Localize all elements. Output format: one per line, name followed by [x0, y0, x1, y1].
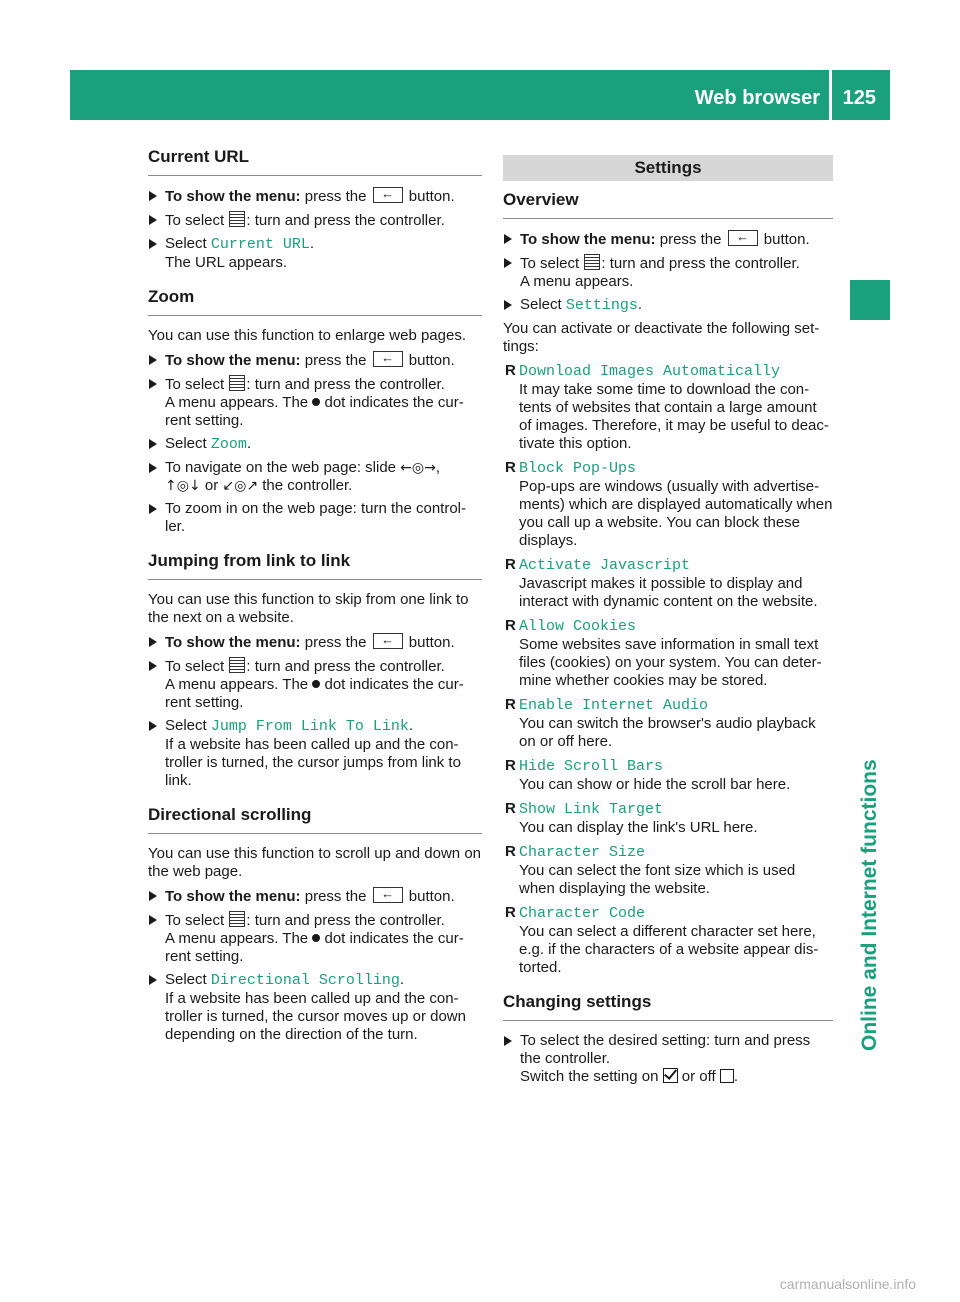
intro-text: You can use this function to scroll up and down on the web page.	[148, 845, 482, 880]
step	[148, 887, 482, 906]
step-text: button.	[408, 888, 455, 905]
heading-directional: Directional scrolling	[148, 806, 482, 834]
step-text: A menu appears.	[520, 273, 634, 290]
setting-name: Show Link Target	[519, 801, 664, 818]
step	[148, 911, 482, 966]
step-text: button.	[408, 634, 455, 651]
heading-zoom: Zoom	[148, 288, 482, 316]
step-text: dot indicates the cur-rent setting.	[165, 394, 464, 429]
setting-description: You can select the font size which is used when displaying the website.	[519, 862, 796, 897]
step-text: Switch the setting on	[520, 1068, 659, 1085]
step	[148, 211, 482, 230]
step-text: To navigate on the web page: slide	[165, 459, 396, 476]
setting-description: Javascript makes it possible to display and interact with dynamic content on the website.	[519, 575, 818, 610]
step	[148, 435, 482, 454]
step-result: If a website has been called up and the con-troller is turned, the cursor moves up or down depending on the direction of the turn.	[165, 990, 466, 1043]
menu-item-code: Settings	[565, 297, 638, 314]
step-text: or	[204, 477, 219, 494]
step-text: ,	[435, 459, 441, 476]
back-button-icon	[373, 187, 403, 203]
setting-description: You can show or hide the scroll bar here.	[519, 776, 791, 793]
back-button-icon	[373, 351, 403, 367]
checkbox-checked-icon	[663, 1068, 678, 1083]
setting-item	[503, 696, 833, 751]
menu-item-code: Jump From Link To Link	[210, 718, 409, 735]
bullet-mark: R	[505, 800, 516, 817]
settings-band: Settings	[503, 155, 833, 181]
bullet-mark: R	[505, 362, 516, 379]
bullet-mark: R	[505, 459, 516, 476]
setting-name: Hide Scroll Bars	[519, 758, 664, 775]
step-text: .	[408, 717, 414, 734]
step-text: A menu appears. The	[165, 394, 309, 411]
menu-item-code: Zoom	[210, 436, 247, 453]
step	[503, 296, 833, 315]
step-text: button.	[763, 231, 810, 248]
dot-icon	[312, 398, 320, 406]
step-text: A menu appears. The	[165, 930, 309, 947]
step-text: dot indicates the cur-rent setting.	[165, 930, 464, 965]
header-separator	[829, 70, 832, 120]
setting-item	[503, 556, 833, 611]
step-text: To select	[165, 912, 225, 929]
slide-left-right-icon: ←◎→	[400, 460, 436, 476]
step-text: : turn and press the controller.	[246, 912, 445, 929]
step-text: press the	[659, 231, 722, 248]
setting-name: Character Size	[519, 844, 646, 861]
step-text: Select	[165, 717, 207, 734]
step-text: : turn and press the controller.	[246, 376, 445, 393]
bullet-mark: R	[505, 556, 516, 573]
section-overview	[503, 191, 833, 977]
menu-item-code: Directional Scrolling	[210, 972, 400, 989]
section-title: Web browser	[694, 87, 820, 109]
step-text: press the	[304, 888, 367, 905]
step-text: .	[733, 1068, 739, 1085]
step-text: .	[637, 296, 643, 313]
chapter-tab-marker	[850, 280, 890, 320]
chapter-label: Online and Internet functions	[858, 759, 881, 1051]
setting-item	[503, 757, 833, 794]
menu-icon	[229, 211, 245, 227]
setting-item	[503, 459, 833, 550]
setting-description: You can switch the browser's audio playback on or off here.	[519, 715, 816, 750]
setting-item	[503, 617, 833, 690]
step-text: Select	[520, 296, 562, 313]
step	[148, 633, 482, 652]
header-bar	[70, 70, 890, 120]
menu-item-code: Current URL	[210, 236, 310, 253]
step-lead: To show the menu:	[165, 352, 301, 369]
section-changing	[503, 993, 833, 1086]
checkbox-unchecked-icon	[720, 1069, 734, 1083]
section-current-url	[148, 148, 482, 272]
step-text: .	[246, 435, 252, 452]
back-button-icon	[373, 633, 403, 649]
setting-description: Pop-ups are windows (usually with advertise-ments) which are displayed automatically when you call up a website. You can block these displays.	[519, 478, 833, 549]
step-lead: To show the menu:	[165, 634, 301, 651]
slide-diagonal-icon: ↙◎↗	[222, 478, 259, 494]
step-text: Select	[165, 235, 207, 252]
step-text: To zoom in on the web page: turn the control-ler.	[165, 500, 467, 535]
step-text: .	[399, 971, 405, 988]
section-directional	[148, 806, 482, 1044]
step-text: To select	[165, 212, 225, 229]
setting-item	[503, 843, 833, 898]
setting-name: Download Images Automatically	[519, 363, 781, 380]
step-text: .	[309, 235, 315, 252]
bullet-mark: R	[505, 617, 516, 634]
step	[503, 1032, 833, 1086]
step	[503, 254, 833, 291]
heading-current-url: Current URL	[148, 148, 482, 176]
intro-text: You can activate or deactivate the following set-tings:	[503, 320, 820, 355]
setting-name: Character Code	[519, 905, 646, 922]
setting-description: You can select a different character set here, e.g. if the characters of a website appear dis-torted.	[519, 923, 819, 976]
right-column	[503, 155, 833, 1102]
bullet-mark: R	[505, 757, 516, 774]
step	[148, 187, 482, 206]
step-text: To select	[520, 255, 580, 272]
intro-text: You can use this function to skip from one link to the next on a website.	[148, 591, 469, 626]
step-text: press the	[304, 352, 367, 369]
setting-description: You can display the link's URL here.	[519, 819, 758, 836]
menu-icon	[584, 254, 600, 270]
step	[148, 971, 482, 1044]
heading-overview: Overview	[503, 191, 833, 219]
step-text: dot indicates the cur-rent setting.	[165, 676, 464, 711]
bullet-mark: R	[505, 696, 516, 713]
step-text: the controller.	[262, 477, 353, 494]
left-column	[148, 148, 482, 1060]
step	[148, 500, 482, 536]
step-text: press the	[304, 188, 367, 205]
back-button-icon	[373, 887, 403, 903]
step-text: button.	[408, 188, 455, 205]
dot-icon	[312, 934, 320, 942]
step-text: A menu appears. The	[165, 676, 309, 693]
step-lead: To show the menu:	[165, 888, 301, 905]
section-jumping	[148, 552, 482, 790]
dot-icon	[312, 680, 320, 688]
step-text: : turn and press the controller.	[601, 255, 800, 272]
page-number: 125	[842, 87, 876, 109]
setting-name: Block Pop-Ups	[519, 460, 637, 477]
bullet-mark: R	[505, 904, 516, 921]
step	[148, 351, 482, 370]
settings-list	[503, 362, 833, 977]
step-text: or off	[681, 1068, 716, 1085]
bullet-mark: R	[505, 843, 516, 860]
step	[148, 235, 482, 272]
step-text: button.	[408, 352, 455, 369]
step-result: If a website has been called up and the con-troller is turned, the cursor jumps from link to link.	[165, 736, 461, 789]
step-text: To select	[165, 658, 225, 675]
setting-name: Allow Cookies	[519, 618, 637, 635]
step	[148, 459, 482, 495]
menu-icon	[229, 911, 245, 927]
step	[148, 657, 482, 712]
back-button-icon	[728, 230, 758, 246]
heading-changing: Changing settings	[503, 993, 833, 1021]
watermark: carmanualsonline.info	[779, 1276, 916, 1292]
step-text: To select	[165, 376, 225, 393]
step-text: : turn and press the controller.	[246, 212, 445, 229]
setting-item	[503, 800, 833, 837]
setting-item	[503, 362, 833, 453]
step	[148, 717, 482, 790]
setting-description: Some websites save information in small text files (cookies) on your system. You can deter-mine whether cookies may be stored.	[519, 636, 822, 689]
step-text: To select the desired setting: turn and press the controller.	[520, 1032, 811, 1067]
menu-icon	[229, 657, 245, 673]
step-result: The URL appears.	[165, 254, 288, 271]
setting-item	[503, 904, 833, 977]
menu-icon	[229, 375, 245, 391]
intro-text: You can use this function to enlarge web pages.	[148, 327, 467, 344]
step-text: Select	[165, 435, 207, 452]
step-text: Select	[165, 971, 207, 988]
setting-description: It may take some time to download the con-tents of websites that contain a large amount of images. Therefore, it may be useful to deac-tivate this option.	[519, 381, 829, 452]
step-lead: To show the menu:	[165, 188, 301, 205]
heading-jumping: Jumping from link to link	[148, 552, 482, 580]
step-lead: To show the menu:	[520, 231, 656, 248]
setting-name: Enable Internet Audio	[519, 697, 709, 714]
step	[503, 230, 833, 249]
step-text: press the	[304, 634, 367, 651]
step-text: : turn and press the controller.	[246, 658, 445, 675]
setting-name: Activate Javascript	[519, 557, 691, 574]
section-zoom	[148, 288, 482, 536]
step	[148, 375, 482, 430]
slide-up-down-icon: ↑◎↓	[165, 478, 201, 494]
